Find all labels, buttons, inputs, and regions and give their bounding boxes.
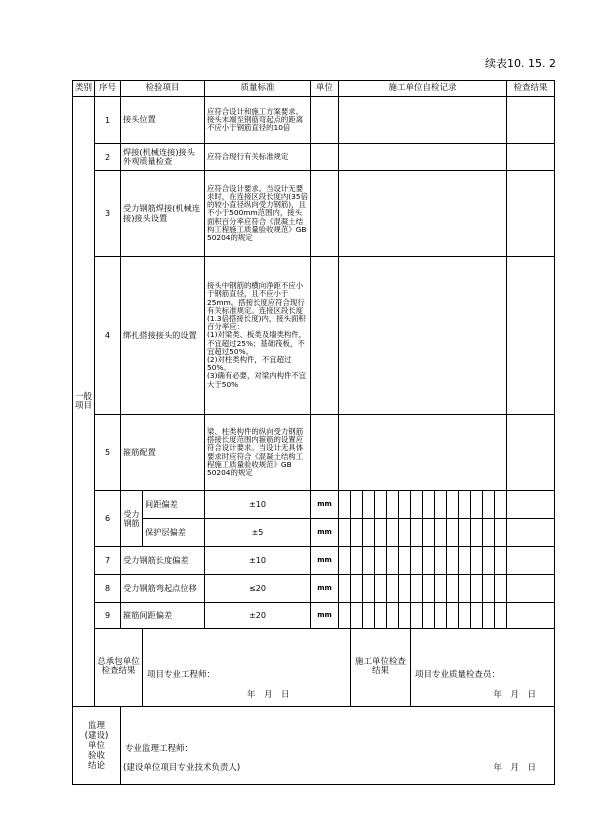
result-cell[interactable]	[507, 171, 555, 257]
check-cell[interactable]	[495, 491, 507, 519]
check-cell[interactable]	[399, 575, 411, 603]
check-cell[interactable]	[435, 547, 447, 575]
row-standard: ±10	[205, 547, 311, 575]
result-cell[interactable]	[507, 575, 555, 603]
supervision-sign-area[interactable]	[121, 707, 555, 785]
check-cell[interactable]	[411, 491, 423, 519]
check-cell[interactable]	[399, 603, 411, 629]
check-cell[interactable]	[363, 603, 375, 629]
check-cell[interactable]	[447, 547, 459, 575]
check-cell[interactable]	[447, 603, 459, 629]
header-row	[73, 81, 555, 97]
check-cell[interactable]	[387, 603, 399, 629]
row-item: 受力钢筋弯起点位移	[121, 575, 205, 603]
table-row	[73, 519, 555, 547]
check-cell[interactable]	[363, 519, 375, 547]
check-cell[interactable]	[387, 491, 399, 519]
check-cell[interactable]	[423, 519, 435, 547]
row-standard: 应符合设计和施工方案要求。接头末端至钢筋弯起点的距离不应小于钢筋直径的10倍	[205, 97, 311, 144]
check-cell[interactable]	[495, 575, 507, 603]
check-cell[interactable]	[471, 575, 483, 603]
row-standard: 应符合现行有关标准规定	[205, 144, 311, 171]
header-item: 检验项目	[121, 81, 205, 97]
row-no: 2	[95, 144, 121, 171]
check-cell[interactable]	[435, 519, 447, 547]
header-record: 施工单位自检记录	[339, 81, 507, 97]
check-cell[interactable]	[375, 575, 387, 603]
record-cell[interactable]	[339, 97, 507, 144]
row-standard: ±10	[205, 491, 311, 519]
table-row	[73, 415, 555, 491]
general-contractor-sign-area[interactable]	[143, 629, 351, 707]
check-cell[interactable]	[375, 519, 387, 547]
check-cell[interactable]	[399, 547, 411, 575]
check-cell[interactable]	[351, 575, 363, 603]
check-cell[interactable]	[363, 547, 375, 575]
check-cell[interactable]	[351, 519, 363, 547]
check-cell[interactable]	[411, 519, 423, 547]
row-item: 受力钢筋长度偏差	[121, 547, 205, 575]
owner-tech-lead-label: (建设单位项目专业技术负责人)	[123, 763, 241, 773]
row-item: 受力钢筋焊接(机械连接)接头设置	[121, 171, 205, 257]
row-item: 焊接(机械连接)接头外观质量检查	[121, 144, 205, 171]
check-cell[interactable]	[399, 519, 411, 547]
row-item: 箍筋配置	[121, 415, 205, 491]
date-label: 年 月 日	[493, 690, 536, 700]
check-cell[interactable]	[495, 519, 507, 547]
check-cell[interactable]	[471, 491, 483, 519]
result-cell[interactable]	[507, 603, 555, 629]
check-cell[interactable]	[447, 519, 459, 547]
category-label: 一般 项目	[73, 97, 95, 707]
check-cell[interactable]	[387, 519, 399, 547]
check-cell[interactable]	[483, 547, 495, 575]
result-cell[interactable]	[507, 257, 555, 415]
row-unit: mm	[311, 547, 339, 575]
project-engineer-label: 项目专业工程师：	[147, 670, 216, 680]
check-cell[interactable]	[399, 491, 411, 519]
table-row	[73, 171, 555, 257]
row-group: 受力 钢筋	[121, 491, 143, 547]
general-contractor-label: 总承包单位检查结果	[95, 629, 143, 707]
check-cell[interactable]	[447, 575, 459, 603]
result-cell[interactable]	[507, 97, 555, 144]
check-cell[interactable]	[459, 547, 471, 575]
check-cell[interactable]	[363, 575, 375, 603]
unit-cell	[311, 257, 339, 415]
check-cell[interactable]	[339, 603, 351, 629]
table-row	[73, 575, 555, 603]
check-cell[interactable]	[351, 491, 363, 519]
row-no: 5	[95, 415, 121, 491]
row-subitem: 间距偏差	[143, 491, 205, 519]
supervision-engineer-label: 专业监理工程师：	[125, 744, 194, 754]
date-label: 年 月 日	[247, 690, 290, 700]
inspection-table	[72, 80, 555, 785]
row-no: 4	[95, 257, 121, 415]
check-cell[interactable]	[375, 491, 387, 519]
check-cell[interactable]	[483, 491, 495, 519]
check-cell[interactable]	[471, 603, 483, 629]
check-cell[interactable]	[423, 575, 435, 603]
check-cell[interactable]	[435, 575, 447, 603]
check-cell[interactable]	[459, 603, 471, 629]
check-cell[interactable]	[411, 547, 423, 575]
check-cell[interactable]	[483, 519, 495, 547]
check-cell[interactable]	[411, 603, 423, 629]
row-no: 7	[95, 547, 121, 575]
header-seq: 序号	[95, 81, 121, 97]
table-row	[73, 491, 555, 519]
check-cell[interactable]	[387, 547, 399, 575]
unit-cell	[311, 171, 339, 257]
check-cell[interactable]	[339, 575, 351, 603]
record-cell[interactable]	[339, 171, 507, 257]
row-item: 箍筋间距偏差	[121, 603, 205, 629]
row-no: 8	[95, 575, 121, 603]
check-cell[interactable]	[375, 603, 387, 629]
header-unit: 单位	[311, 81, 339, 97]
result-cell[interactable]	[507, 415, 555, 491]
row-unit: mm	[311, 491, 339, 519]
result-cell[interactable]	[507, 547, 555, 575]
result-cell[interactable]	[507, 519, 555, 547]
row-unit: mm	[311, 575, 339, 603]
row-standard: ≤20	[205, 575, 311, 603]
check-cell[interactable]	[351, 603, 363, 629]
check-cell[interactable]	[459, 575, 471, 603]
row-item: 绑扎搭接接头的设置	[121, 257, 205, 415]
row-item: 接头位置	[121, 97, 205, 144]
construction-unit-label: 施工单位检查结果	[351, 629, 411, 707]
row-unit: mm	[311, 603, 339, 629]
table-row	[73, 547, 555, 575]
result-cell[interactable]	[507, 144, 555, 171]
check-cell[interactable]	[483, 603, 495, 629]
header-standard: 质量标准	[205, 81, 311, 97]
date-label: 年 月 日	[493, 763, 536, 773]
header-result: 检查结果	[507, 81, 555, 97]
check-cell[interactable]	[411, 575, 423, 603]
check-cell[interactable]	[459, 491, 471, 519]
table-row	[73, 257, 555, 415]
row-standard: 梁、柱类构件的纵向受力钢筋搭接长度范围内箍筋的设置应符合设计要求。当设计无具体要求时应符合《混凝土结构工程施工质量验收规范》GB 50204的规定	[205, 415, 311, 491]
table-row	[73, 603, 555, 629]
row-no: 6	[95, 491, 121, 547]
unit-cell	[311, 97, 339, 144]
row-standard: 应符合设计要求。当设计无要求时，在连接区段长度内(35倍的较小直径纵向受力钢筋)，且不小于500mm范围内，接头面积百分率应符合《混凝土结构工程施工质量验收规范》GB 50204的规定	[205, 171, 311, 257]
check-cell[interactable]	[363, 491, 375, 519]
table-row	[73, 97, 555, 144]
check-cell[interactable]	[351, 547, 363, 575]
header-category: 类别	[73, 81, 95, 97]
signature-row-contractor	[73, 629, 555, 707]
row-subitem: 保护层偏差	[143, 519, 205, 547]
check-cell[interactable]	[339, 547, 351, 575]
check-cell[interactable]	[435, 603, 447, 629]
result-cell[interactable]	[507, 491, 555, 519]
quality-inspector-label: 项目专业质量检查员：	[415, 670, 501, 680]
check-cell[interactable]	[435, 491, 447, 519]
row-no: 3	[95, 171, 121, 257]
check-cell[interactable]	[483, 575, 495, 603]
row-no: 1	[95, 97, 121, 144]
check-cell[interactable]	[375, 547, 387, 575]
check-cell[interactable]	[339, 519, 351, 547]
record-cell[interactable]	[339, 257, 507, 415]
row-standard: ±5	[205, 519, 311, 547]
row-standard: 接头中钢筋的横向净距不应小于钢筋直径，且不应小于25mm。搭接长度应符合现行有关标准规定。连接区段长度(1.3倍搭接长度)内，接头面积百分率应： (1)对梁类、板类及墙类构件，不宜超过25%；基础筏板，不宜超过50%。 (2)对柱类构件，不宜超过50%。 (3)确有必要，对梁内构件不宜大于50%	[205, 257, 311, 415]
check-cell[interactable]	[387, 575, 399, 603]
construction-unit-sign-area[interactable]	[411, 629, 555, 707]
signature-row-supervision	[73, 707, 555, 785]
continue-label: 续表10. 15. 2	[485, 57, 556, 70]
table-row	[73, 144, 555, 171]
check-cell[interactable]	[423, 491, 435, 519]
unit-cell	[311, 144, 339, 171]
check-cell[interactable]	[495, 547, 507, 575]
check-cell[interactable]	[447, 491, 459, 519]
supervision-label: 监理 (建设) 单位 验收 结论	[73, 707, 121, 785]
row-no: 9	[95, 603, 121, 629]
record-cell[interactable]	[339, 415, 507, 491]
check-cell[interactable]	[471, 519, 483, 547]
check-cell[interactable]	[471, 547, 483, 575]
check-cell[interactable]	[495, 603, 507, 629]
check-cell[interactable]	[459, 519, 471, 547]
check-cell[interactable]	[423, 603, 435, 629]
row-unit: mm	[311, 519, 339, 547]
record-cell[interactable]	[339, 144, 507, 171]
row-standard: ±20	[205, 603, 311, 629]
check-cell[interactable]	[339, 491, 351, 519]
unit-cell	[311, 415, 339, 491]
check-cell[interactable]	[423, 547, 435, 575]
